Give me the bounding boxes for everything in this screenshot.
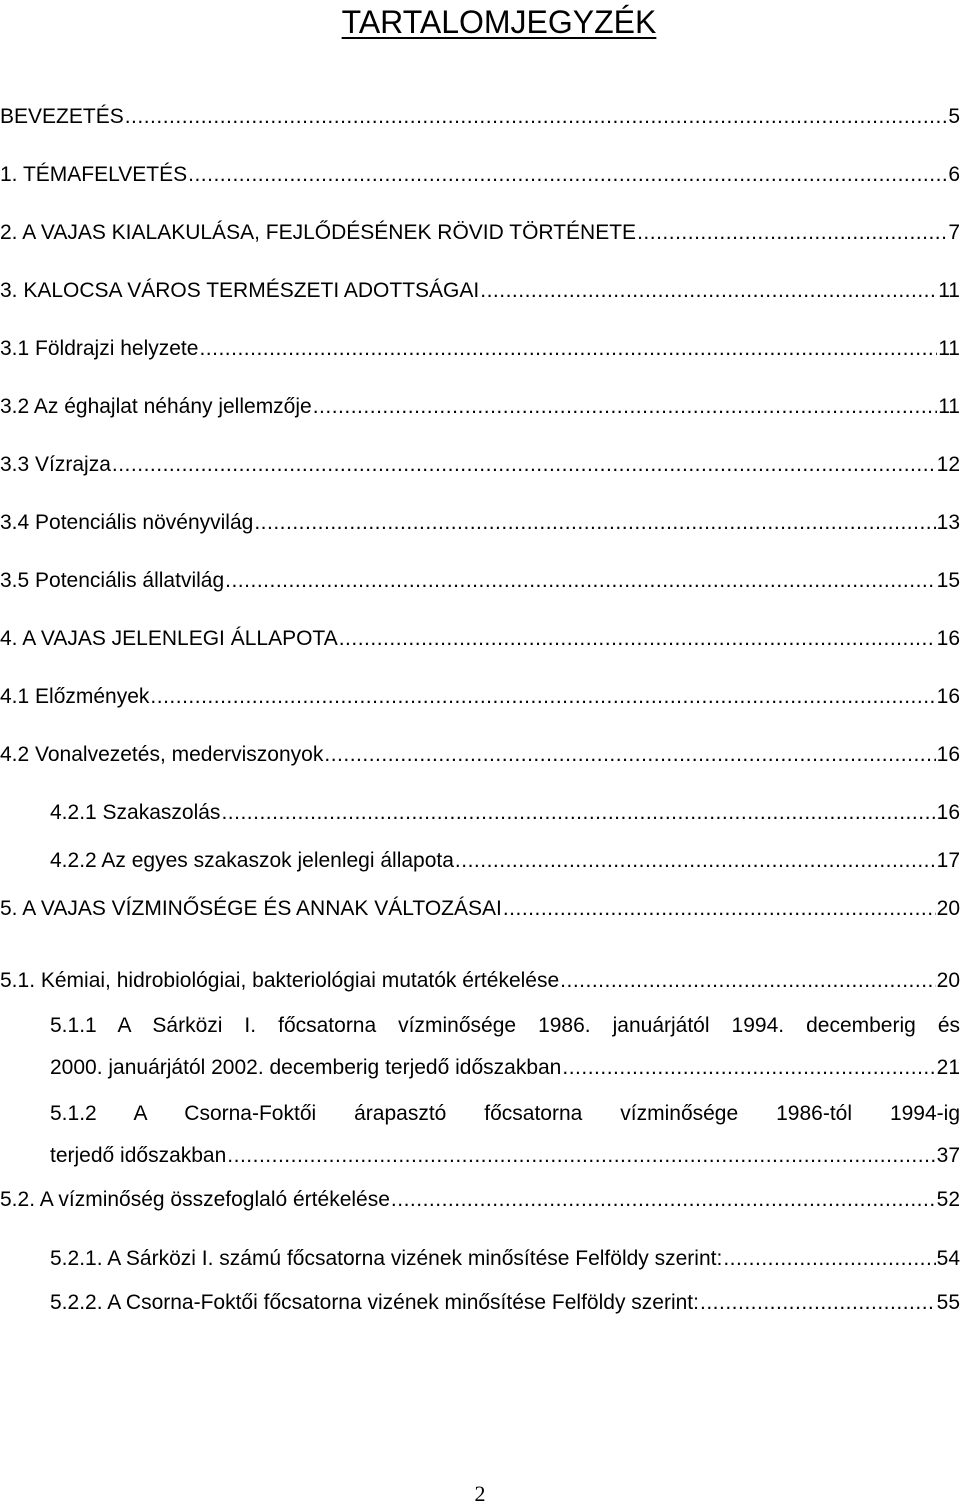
toc-entry-label: 3.3 Vízrajza xyxy=(0,453,111,476)
toc-entry-label: 5.2. A vízminőség összefoglaló értékelése xyxy=(0,1188,390,1211)
toc-entry-5-2[interactable] xyxy=(0,1186,960,1214)
toc-entry-2[interactable] xyxy=(0,219,960,247)
toc-entry-page: 20 xyxy=(936,897,960,920)
toc-entry-label: 5. A VAJAS VÍZMINŐSÉGE ÉS ANNAK VÁLTOZÁSAI xyxy=(0,897,502,920)
toc-entry-3[interactable] xyxy=(0,277,960,305)
toc-leader-dots xyxy=(391,1186,936,1214)
toc-entry-page: 16 xyxy=(936,627,960,650)
toc-entry-page: 52 xyxy=(936,1188,960,1211)
toc-entry-label: 5.1.2 A Csorna-Foktői árapasztó főcsatorna vízminősége 1986-tól 1994-ig xyxy=(50,1102,960,1125)
toc-leader-dots xyxy=(637,219,947,247)
toc-entry-page: 37 xyxy=(936,1144,960,1167)
toc-entry-page: 11 xyxy=(938,337,960,360)
toc-leader-dots xyxy=(112,451,936,479)
toc-entry-5-2-2[interactable] xyxy=(50,1289,960,1317)
toc-entry-bevezetes[interactable] xyxy=(0,103,960,131)
toc-leader-dots xyxy=(221,799,935,827)
toc-leader-dots xyxy=(313,393,937,421)
toc-entry-label: 3.5 Potenciális állatvilág xyxy=(0,569,225,592)
toc-entry-3-3[interactable] xyxy=(0,451,960,479)
toc-entry-5-1-2-line1[interactable] xyxy=(50,1100,960,1128)
toc-entry-page: 17 xyxy=(936,849,960,872)
toc-entry-label: 3.2 Az éghajlat néhány jellemzője xyxy=(0,395,312,418)
toc-entry-label: 4.2 Vonalvezetés, mederviszonyok xyxy=(0,743,324,766)
toc-entry-page: 54 xyxy=(936,1247,960,1270)
toc-entry-4-2-2[interactable] xyxy=(50,847,960,875)
toc-entry-label: 3.4 Potenciális növényvilág xyxy=(0,511,254,534)
toc-leader-dots xyxy=(562,1054,935,1082)
toc-entry-3-5[interactable] xyxy=(0,567,960,595)
toc-entry-page: 11 xyxy=(938,279,960,302)
toc-entry-3-2[interactable] xyxy=(0,393,960,421)
toc-entry-label: 3. KALOCSA VÁROS TERMÉSZETI ADOTTSÁGAI xyxy=(0,279,480,302)
toc-entry-5[interactable] xyxy=(0,895,960,923)
toc-entry-label: 3.1 Földrajzi helyzete xyxy=(0,337,199,360)
toc-leader-dots xyxy=(254,509,935,537)
toc-entry-page: 13 xyxy=(936,511,960,534)
toc-entry-4-2[interactable] xyxy=(0,741,960,769)
toc-entry-label: 2. A VAJAS KIALAKULÁSA, FEJLŐDÉSÉNEK RÖVID TÖRTÉNETE xyxy=(0,221,637,244)
toc-leader-dots xyxy=(125,103,948,131)
toc-entry-label: 4. A VAJAS JELENLEGI ÁLLAPOTA xyxy=(0,627,338,650)
toc-entry-page: 11 xyxy=(938,395,960,418)
toc-leader-dots xyxy=(700,1289,936,1317)
toc-entry-label: BEVEZETÉS xyxy=(0,105,124,128)
toc-entry-4[interactable] xyxy=(0,625,960,653)
toc-leader-dots xyxy=(455,847,936,875)
toc-leader-dots xyxy=(560,967,935,995)
toc-entry-page: 5 xyxy=(948,105,960,128)
toc-entry-page: 16 xyxy=(936,743,960,766)
toc-entry-label: 2000. januárjától 2002. decemberig terjedő időszakban xyxy=(50,1056,562,1079)
toc-entry-4-1[interactable] xyxy=(0,683,960,711)
toc-entry-5-1-2-line2[interactable] xyxy=(50,1142,960,1170)
toc-leader-dots xyxy=(723,1245,935,1273)
toc-entry-page: 15 xyxy=(936,569,960,592)
toc-entry-label: 5.1.1 A Sárközi I. főcsatorna vízminősége 1986. januárjától 1994. decemberig és xyxy=(50,1014,960,1037)
toc-entry-1[interactable] xyxy=(0,161,960,189)
toc-entry-page: 21 xyxy=(936,1056,960,1079)
toc-entry-label: 5.2.1. A Sárközi I. számú főcsatorna vizének minősítése Felföldy szerint: xyxy=(50,1247,723,1270)
toc-entry-page: 16 xyxy=(936,685,960,708)
toc-entry-5-1-1-line2[interactable] xyxy=(50,1054,960,1082)
toc-entry-5-1[interactable] xyxy=(0,967,960,995)
toc-entry-page: 6 xyxy=(948,163,960,186)
toc-leader-dots xyxy=(188,161,947,189)
toc-leader-dots xyxy=(225,567,936,595)
toc-entry-label: 1. TÉMAFELVETÉS xyxy=(0,163,188,186)
toc-entry-page: 55 xyxy=(936,1291,960,1314)
toc-leader-dots xyxy=(150,683,935,711)
toc-entry-5-2-1[interactable] xyxy=(50,1245,960,1273)
toc-leader-dots xyxy=(339,625,936,653)
toc-leader-dots xyxy=(199,335,937,363)
toc-entry-4-2-1[interactable] xyxy=(50,799,960,827)
toc-leader-dots xyxy=(324,741,935,769)
toc-leader-dots xyxy=(227,1142,935,1170)
toc-entry-label: 5.2.2. A Csorna-Foktői főcsatorna vizének minősítése Felföldy szerint: xyxy=(50,1291,699,1314)
toc-entry-3-4[interactable] xyxy=(0,509,960,537)
toc-entry-page: 16 xyxy=(936,801,960,824)
page-number: 2 xyxy=(474,1481,486,1506)
toc-entry-page: 20 xyxy=(936,969,960,992)
toc-entry-label: 4.2.1 Szakaszolás xyxy=(50,801,221,824)
toc-leader-dots xyxy=(480,277,937,305)
toc-entry-label: 5.1. Kémiai, hidrobiológiai, bakteriológiai mutatók értékelése xyxy=(0,969,560,992)
toc-entry-5-1-1-line1[interactable] xyxy=(50,1012,960,1040)
toc-entry-label: 4.1 Előzmények xyxy=(0,685,150,708)
toc-leader-dots xyxy=(503,895,936,923)
toc-entry-label: terjedő időszakban xyxy=(50,1144,227,1167)
toc-entry-page: 12 xyxy=(936,453,960,476)
toc-title-text: TARTALOMJEGYZÉK xyxy=(341,4,657,40)
toc-entry-label: 4.2.2 Az egyes szakaszok jelenlegi állapota xyxy=(50,849,454,872)
toc-entry-page: 7 xyxy=(948,221,960,244)
toc-entry-3-1[interactable] xyxy=(0,335,960,363)
